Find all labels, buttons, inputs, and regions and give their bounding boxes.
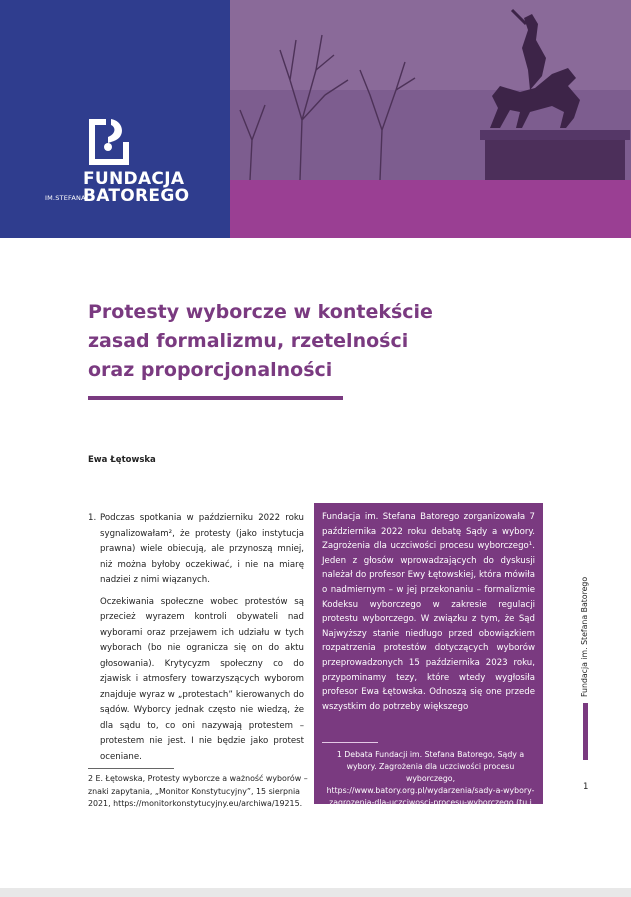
foundation-logo-icon [86,117,132,167]
monument-photo-image [230,0,631,180]
header-brand-panel [0,0,230,238]
logo-text-im: IM.STEFANA [45,194,86,202]
footnote-divider [88,768,174,769]
document-title [88,298,488,385]
logo-text-batorego: BATOREGO [83,186,190,206]
main-text-column [88,511,304,771]
intro-sidebar-box [314,503,543,820]
paragraph-text: Podczas spotkania w październiku 2022 roku sygnalizowałam², że protesty (jako instytucja prawna) wiele obiecują, ale przynoszą mniej, niż można byłoby oczekiwać, i nie na miarę nadziei z nimi wiązanych. [100,513,304,585]
footnote-1: 1 Debata Fundacji im. Stefana Batorego, Sądy a wybory. Zagrożenia dla uczciwości procesu wyborczego, https://www.batory.org.pl/wydarzenia/sady-a-wybory-zagrozenia-dla-uczciwosci-procesu-wyborczego (tu i dalej dostęp: 19 października 2023). [326,750,535,820]
side-running-header [578,557,592,697]
logo-text-fundacja: FUNDACJA [83,169,185,189]
author-name: Ewa Łętowska [88,455,156,465]
title-underline [88,396,343,400]
header-photo-panel [230,0,631,238]
paragraph-text: Oczekiwania społeczne wobec protestów są przecież wyrazem kontroli obywateli nad wyborami oraz przejawem ich udziału w tych wyborach (bo nie ogranicza się on do aktu głosowania). Krytycyzm społeczny co do zjawisk i atmosfery towarzyszących wyborom znajduje wyraz w „protestach” kierowanych do sądów. Wyborcy jednak często nie wiedzą, że dla sądu to, co oni nazywają protestem – protestem nie jest. I nie będzie jako protest oceniane. [100,596,304,762]
title-line: zasad formalizmu, rzetelności [88,330,409,352]
numbered-paragraph [88,511,304,589]
intro-text: Fundacja im. Stefana Batorego zorganizowała 7 października 2022 roku debatę Sądy a wybory. Zagrożenia dla uczciwości procesu wyborczego¹. Jeden z głosów wprowadzających do dyskusji należał do profesor Ewy Łętowskiej, która mówiła o nadmiernym – w jej przekonaniu – formalizmie Kodeksu wyborczego w zakresie regulacji protestu wyborczego. W związku z tym, że Sąd Najwyższy stanie niedługo przed obowiązkiem rozpatrzenia protestów dotyczących wyborów przeprowadzonych 15 października 2023 roku, przypominamy tezy, które wtedy wygłosiła profesor Ewa Łętowska. Odnoszą się one przede wszystkim do potrzeby większego [322,512,535,712]
paragraph-number: 1. [88,513,97,523]
title-line: oraz proporcjonalności [88,359,333,381]
header-series-band [230,180,631,238]
horizontal-scrollbar[interactable] [0,888,631,897]
side-label-text: Fundacja im. Stefana Batorego [580,576,589,697]
box-footnote-divider [322,742,378,743]
side-accent-bar [583,703,588,760]
footnote-2: 2 E. Łętowska, Protesty wyborcze a ważność wyborów – znaki zapytania, „Monitor Konstytucyjny”, 15 sierpnia 2021, https://monitorkonstytucyjny.eu/archiwa/19215. [88,774,308,808]
page-number: 1 [583,782,589,792]
title-line: Protesty wyborcze w kontekście [88,301,433,323]
